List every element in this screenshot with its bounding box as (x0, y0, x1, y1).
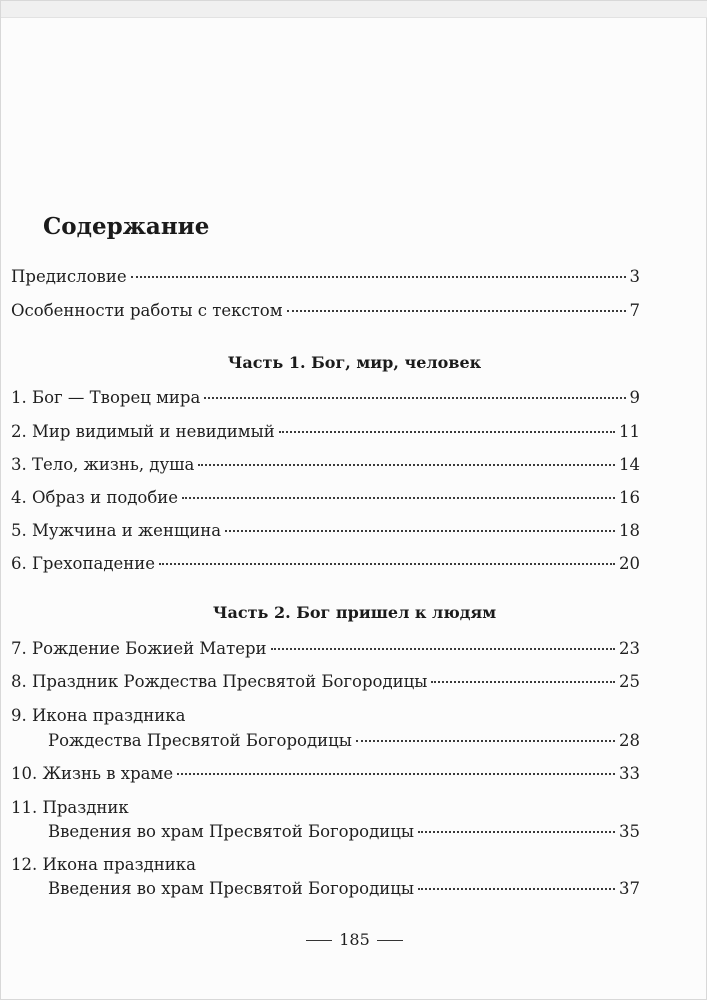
toc-entry-title: Особенности работы с текстом (11, 301, 283, 320)
page-number: 185 (339, 930, 370, 949)
toc-entry-title: 5. Мужчина и женщина (11, 521, 222, 540)
toc-entry-title: 8. Праздник Рождества Пресвятой Богородицы (11, 672, 428, 691)
toc-entry-text-work[interactable] (11, 299, 640, 323)
toc-entry-page: 25 (619, 672, 640, 691)
dot-leader (225, 530, 615, 532)
dot-leader (204, 397, 625, 399)
toc-entry-page: 9 (629, 388, 640, 407)
dot-leader (198, 464, 615, 466)
toc-entry-title: 3. Тело, жизнь, душа (11, 455, 195, 474)
footer-dash-left (306, 940, 332, 941)
dot-leader (177, 773, 615, 775)
toc-entry-12[interactable] (48, 877, 640, 901)
dot-leader (182, 497, 615, 499)
toc-entry-page: 7 (629, 301, 640, 320)
toc-entry-9-line1: 9. Икона праздника (11, 706, 186, 725)
page-number-footer (1, 929, 707, 951)
toc-entry-title: 10. Жизнь в храме (11, 764, 174, 783)
toc-entry-title: Рождества Пресвятой Богородицы (48, 731, 352, 750)
dot-leader (431, 681, 615, 683)
toc-entry-title: 2. Мир видимый и невидимый (11, 422, 275, 441)
toc-entry-page: 14 (619, 455, 640, 474)
toc-entry-11-line1: 11. Праздник (11, 798, 129, 817)
dot-leader (418, 831, 615, 833)
dot-leader (271, 648, 615, 650)
toc-entry-8[interactable] (11, 670, 640, 694)
toc-entry-10[interactable] (11, 762, 640, 786)
toc-entry-preface[interactable] (11, 265, 640, 289)
toc-entry-4[interactable] (11, 486, 640, 510)
dot-leader (418, 888, 615, 890)
part-1-title: Часть 1. Бог, мир, человек (227, 353, 482, 372)
toc-entry-page: 33 (619, 764, 640, 783)
toc-entry-title: 7. Рождение Божией Матери (11, 639, 267, 658)
dot-leader (279, 431, 615, 433)
footer-dash-right (377, 940, 403, 941)
toc-entry-11[interactable] (48, 820, 640, 844)
toc-heading: Содержание (43, 213, 210, 240)
toc-entry-title: 6. Грехопадение (11, 554, 155, 573)
toc-entry-9[interactable] (48, 729, 640, 753)
toc-entry-title: Предисловие (11, 267, 127, 286)
page-top-edge (1, 1, 707, 18)
toc-entry-page: 11 (619, 422, 640, 441)
part-2-title: Часть 2. Бог пришел к людям (212, 603, 497, 622)
toc-entry-page: 28 (619, 731, 640, 750)
toc-entry-page: 23 (619, 639, 640, 658)
toc-entry-title: 1. Бог — Творец мира (11, 388, 201, 407)
toc-entry-2[interactable] (11, 420, 640, 444)
toc-entry-page: 35 (619, 822, 640, 841)
toc-entry-title: Введения во храм Пресвятой Богородицы (48, 822, 414, 841)
toc-entry-page: 3 (629, 267, 640, 286)
toc-entry-page: 16 (619, 488, 640, 507)
toc-entry-title: 4. Образ и подобие (11, 488, 179, 507)
toc-entry-title: Введения во храм Пресвятой Богородицы (48, 879, 414, 898)
toc-entry-page: 18 (619, 521, 640, 540)
toc-entry-6[interactable] (11, 552, 640, 576)
toc-entry-5[interactable] (11, 519, 640, 543)
dot-leader (159, 563, 615, 565)
toc-entry-page: 37 (619, 879, 640, 898)
toc-entry-12-line1: 12. Икона праздника (11, 855, 196, 874)
dot-leader (356, 740, 615, 742)
toc-entry-3[interactable] (11, 453, 640, 477)
toc-entry-page: 20 (619, 554, 640, 573)
dot-leader (131, 276, 626, 278)
toc-entry-7[interactable] (11, 637, 640, 661)
toc-entry-1[interactable] (11, 386, 640, 410)
dot-leader (287, 310, 626, 312)
